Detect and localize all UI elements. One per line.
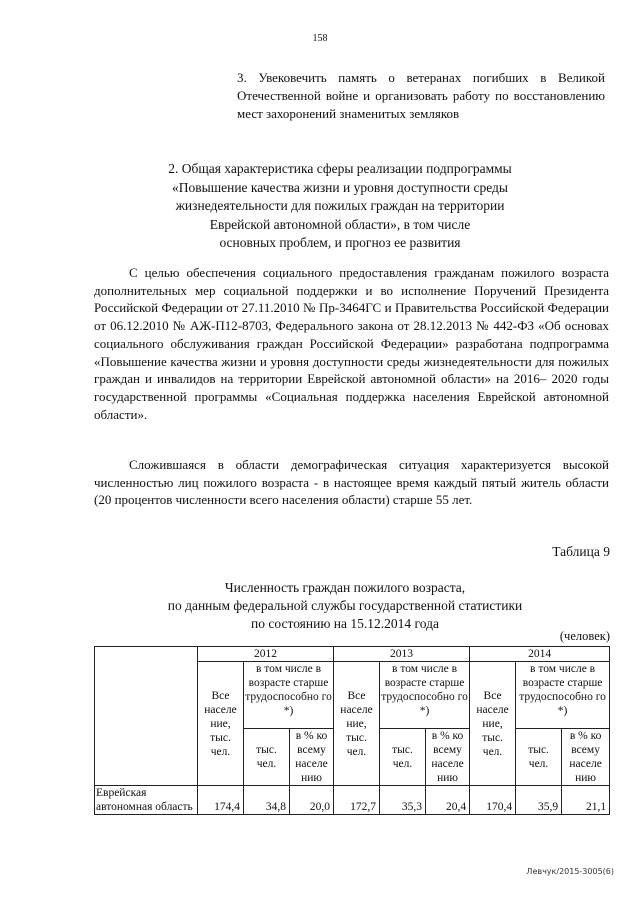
section-title-line: жизнедеятельности для пожилых граждан на территории	[175, 198, 505, 213]
thousands-header: тыс. чел.	[516, 729, 562, 786]
table-units: (человек)	[559, 629, 610, 643]
value-cell: 174,4	[198, 786, 244, 815]
year-header: 2014	[470, 647, 610, 662]
value-cell: 34,8	[244, 786, 290, 815]
table-caption-line: Численность граждан пожилого возраста,	[224, 580, 466, 595]
value-cell: 35,3	[380, 786, 426, 815]
thousands-header: тыс. чел.	[380, 729, 426, 786]
header-row-years	[95, 647, 610, 662]
value-cell: 170,4	[470, 786, 516, 815]
list-item-3: 3. Увековечить память о ветеранах погибших в Великой Отечественной войне и организовать работу по восстановлению мест захоронений знаменитых земляков	[237, 70, 605, 121]
older-age-header: в том числе в возрасте старше трудоспособно го *)	[380, 662, 470, 729]
older-age-header: в том числе в возрасте старше трудоспособно го *)	[516, 662, 610, 729]
year-header: 2012	[198, 647, 334, 662]
section-title-line: «Повышение качества жизни и уровня доступности среды	[172, 179, 508, 195]
thousands-header: тыс. чел.	[244, 729, 290, 786]
paragraph-demographics: Сложившаяся в области демографическая ситуация характеризуется высокой численностью лиц пожилого возраста - в настоящее время каждый пятый житель области (20 процентов численности всего населения области) старше 55 лет.	[94, 457, 609, 508]
total-population-header: Все населе ние, тыс. чел.	[470, 662, 516, 786]
paragraph-purpose: С целью обеспечения социального предоставления гражданам пожилого возраста дополнительных мер социальной поддержки и во исполнение Поручений Президента Российской Федерации от 27.11.2010 № Пр-3464ГС и Правительства Российской Федерации от 06.12.2010 № АЖ-П12-8703, Федерального закона от 28.12.2013 № 442-ФЗ «Об основах социального обслуживания граждан Российской Федерации» разработана подпрограмма «Повышение качества жизни и уровня доступности среды жизнедеятельности для пожилых граждан и инвалидов на территории Еврейской автономной области» на 2016– 2020 годы государственной программы «Социальная поддержка населения Еврейской автономной области».	[94, 265, 609, 422]
year-header: 2013	[334, 647, 470, 662]
total-population-header: Все населе ние, тыс. чел.	[198, 662, 244, 786]
table-label: Таблица 9	[552, 544, 610, 559]
empty-header-cell	[95, 647, 198, 786]
table-caption-line: по данным федеральной службы государственной статистики	[167, 598, 523, 613]
table-row	[95, 786, 610, 815]
percent-header: в % ко всему населе нию	[290, 729, 334, 786]
region-cell: Еврейская автономная область	[95, 786, 198, 815]
percent-header: в % ко всему населе нию	[426, 729, 470, 786]
section-title	[120, 160, 560, 253]
footer-code: Левчук/2015-3005(6)	[526, 867, 614, 876]
older-age-header: в том числе в возрасте старше трудоспособно го *)	[244, 662, 334, 729]
value-cell: 21,1	[562, 786, 610, 815]
section-title-line: основных проблем, и прогноз ее развития	[219, 235, 461, 250]
table-caption-line: по состоянию на 15.12.2014 года	[251, 616, 439, 631]
value-cell: 20,4	[426, 786, 470, 815]
population-table	[94, 646, 610, 815]
value-cell: 20,0	[290, 786, 334, 815]
value-cell: 35,9	[516, 786, 562, 815]
section-title-line: 2. Общая характеристика сферы реализации подпрограммы	[168, 161, 512, 176]
percent-header: в % ко всему населе нию	[562, 729, 610, 786]
page-number: 158	[312, 33, 328, 44]
total-population-header: Все населе ние, тыс. чел.	[334, 662, 380, 786]
section-title-line: Еврейской автономной области», в том числе	[209, 216, 471, 232]
value-cell: 172,7	[334, 786, 380, 815]
table-caption	[100, 579, 590, 633]
